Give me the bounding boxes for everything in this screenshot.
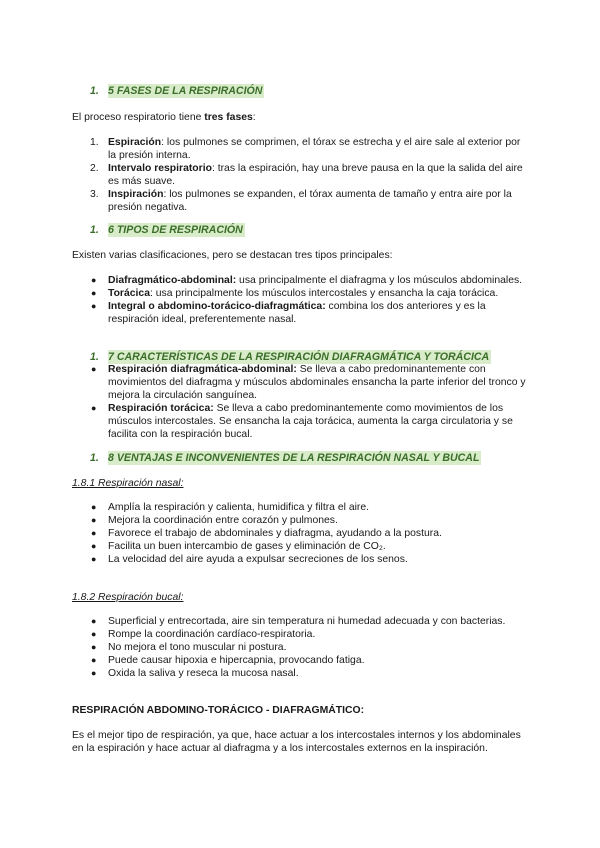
list-item: ● La velocidad del aire ayuda a expulsar secreciones de los senos. [91,554,408,565]
final-heading: RESPIRACIÓN ABDOMINO-TORÁCICO - DIAFRAGMÁTICO: [72,705,365,716]
section-heading-tipos [90,223,245,237]
section-title: 6 TIPOS DE RESPIRACIÓN [108,224,243,236]
list-item: ● Torácica: usa principalmente los músculos intercostales y ensancha la caja torácica. [91,288,499,299]
final-paragraph: Es el mejor tipo de respiración, ya que, hace actuar a los intercostales internos y los abdominales en la espiración y hace actuar al diafragma y a los intercostales externos en la inspiración. [72,730,521,754]
nasal-list [90,501,530,566]
list-item: ● Respiración diafragmática-abdominal: Se lleva a cabo predominantemente con movimientos del diafragma y músculos abdominales ensancha la parte inferior del tronco y mejora la circulación sanguínea. [91,364,526,401]
section-title: 5 FASES DE LA RESPIRACIÓN [108,85,263,97]
list-item: ● Mejora la coordinación entre corazón y pulmones. [91,515,338,526]
phases-list [90,136,530,214]
section-number: 1. [90,224,99,236]
list-item: ● Puede causar hipoxia e hipercapnia, provocando fatiga. [91,655,365,666]
list-item: ● Amplía la respiración y calienta, humidifica y filtra el aire. [91,502,370,513]
list-item: ● Rompe la coordinación cardíaco-respiratoria. [91,629,316,640]
list-item: ● No mejora el tono muscular ni postura. [91,642,287,653]
list-item: ● Respiración torácica: Se lleva a cabo predominantemente como movimientos de los músculos intercostales. Se ensancha la caja torácica, aumenta la carga circulatoria y se facilita con la respiración bucal. [91,403,513,440]
list-item: ● Favorece el trabajo de abdominales y diafragma, ayudando a la postura. [91,528,442,539]
list-item: 1. Espiración: los pulmones se comprimen, el tórax se estrecha y el aire sale al exterior por la presión interna. [90,137,521,161]
list-item: ● Integral o abdomino-torácico-diafragmática: combina los dos anteriores y es la respiración ideal, preferentemente nasal. [91,301,486,325]
types-list [90,274,530,326]
section-number: 1. [90,85,99,97]
section-title: 8 VENTAJAS E INCONVENIENTES DE LA RESPIRACIÓN NASAL Y BUCAL [108,452,480,464]
section-number: 1. [90,452,99,464]
section-heading-fases [90,84,264,98]
section-heading-caracteristicas [90,350,491,364]
list-item: ● Diafragmático-abdominal: usa principalmente el diafragma y los músculos abdominales. [91,275,523,286]
intro-paragraph: El proceso respiratorio tiene tres fases: [72,112,256,123]
intro-paragraph: Existen varias clasificaciones, pero se destacan tres tipos principales: [72,250,393,261]
list-item: 2. Intervalo respiratorio: tras la espiración, hay una breve pausa en la que la salida del aire es más suave. [90,163,523,187]
list-item: ● Oxida la saliva y reseca la mucosa nasal. [91,668,299,679]
list-item: ● Superficial y entrecortada, aire sin temperatura ni humedad adecuada y con bacterias. [91,616,506,627]
section-number: 1. [90,351,99,363]
list-item: 3. Inspiración: los pulmones se expanden, el tórax aumenta de tamaño y entra aire por la presión negativa. [90,189,512,213]
section-title: 7 CARACTERÍSTICAS DE LA RESPIRACIÓN DIAFRAGMÁTICA Y TORÁCICA [108,351,490,363]
list-item: ● Facilita un buen intercambio de gases y eliminación de CO₂. [91,541,386,552]
subheading-bucal: 1.8.2 Respiración bucal: [72,592,184,603]
subheading-nasal: 1.8.1 Respiración nasal: [72,478,184,489]
bucal-list [90,615,530,680]
section-heading-ventajas [90,451,481,465]
characteristics-list [90,363,530,441]
